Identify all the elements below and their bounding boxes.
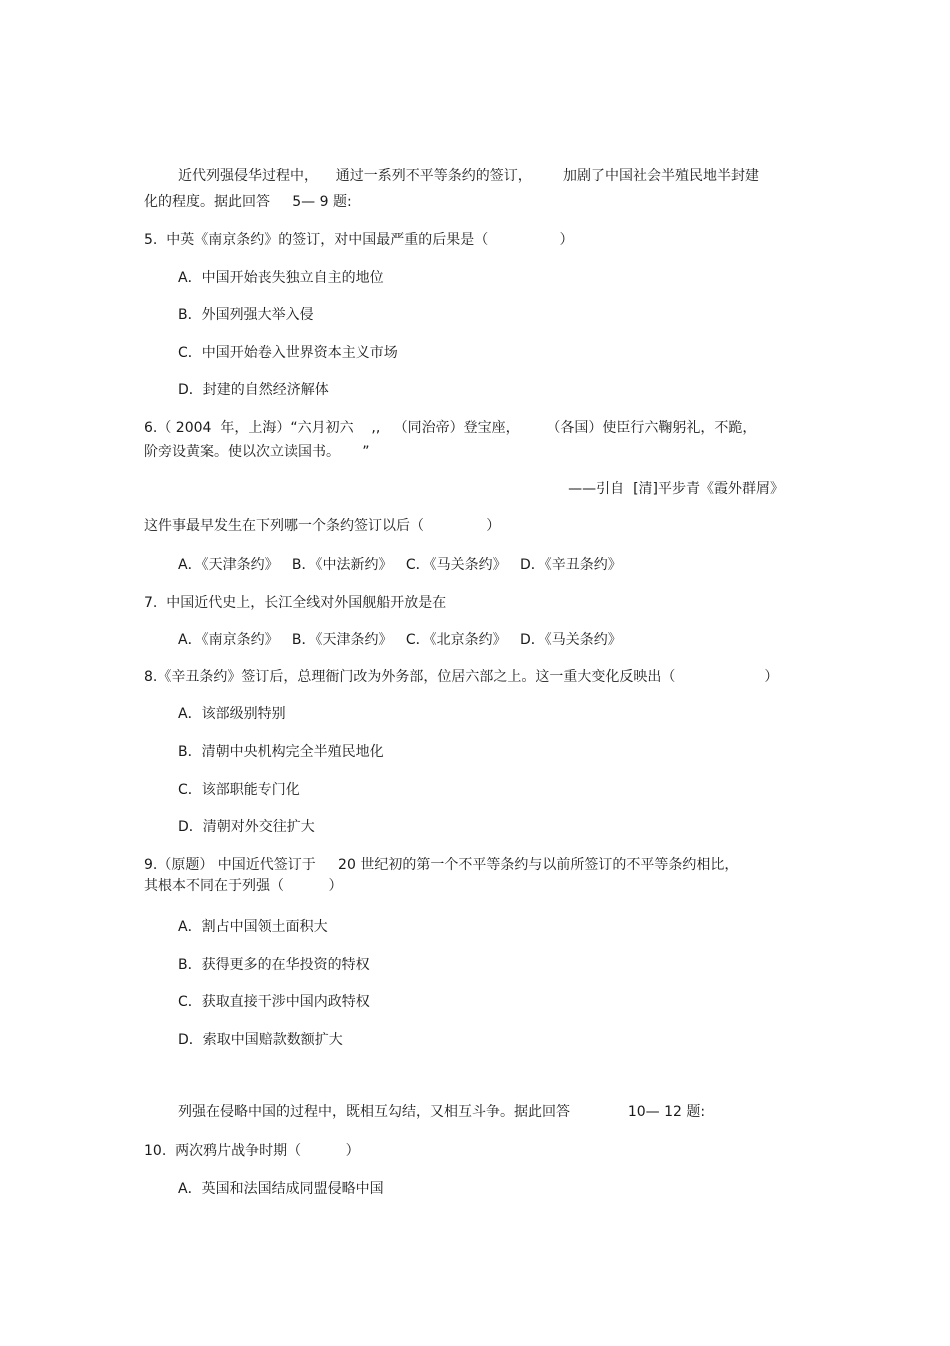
intro-paragraph-2: 列强在侵略中国的过程中，既相互勾结，又相互斗争。据此回答 10— 12 题:: [178, 1104, 706, 1120]
question-9-line-2: 其根本不同在于列强（ ）: [144, 878, 343, 894]
intro-paragraph-line-1: 近代列强侵华过程中， 通过一系列不平等条约的签订， 加剧了中国社会半殖民地半封建: [178, 168, 759, 184]
question-7-options: A．《南京条约》 B．《天津条约》 C．《北京条约》 D．《马关条约》: [178, 632, 622, 648]
question-9-line-1: 9.（原题） 中国近代签订于 20 世纪初的第一个不平等条约与以前所签订的不平等条约相比，: [144, 857, 739, 873]
question-6-line-1: 6.（ 2004 年，上海）“六月初六 ,, （同治帝）登宝座， （各国）使臣行六鞠躬礼，不跪，: [144, 420, 757, 436]
question-9-option-b: B．获得更多的在华投资的特权: [178, 957, 370, 973]
question-5-option-d: D．封建的自然经济解体: [178, 382, 329, 398]
intro-paragraph-line-2: 化的程度。据此回答 5— 9 题:: [144, 194, 352, 210]
question-5-option-c: C．中国开始卷入世界资本主义市场: [178, 345, 398, 361]
question-5-stem: 5. 中英《南京条约》的签订，对中国最严重的后果是（ ）: [144, 232, 574, 248]
question-6-citation: ——引自 [清]平步青《霞外群屑》: [568, 481, 784, 497]
question-9-option-a: A．割占中国领土面积大: [178, 919, 328, 935]
question-10-stem: 10. 两次鸦片战争时期（ ）: [144, 1143, 360, 1159]
question-8-option-c: C．该部职能专门化: [178, 782, 300, 798]
question-8-option-b: B．清朝中央机构完全半殖民地化: [178, 744, 384, 760]
question-10-option-a: A．英国和法国结成同盟侵略中国: [178, 1181, 384, 1197]
question-7-stem: 7. 中国近代史上，长江全线对外国舰船开放是在: [144, 595, 447, 611]
question-9-option-d: D．索取中国赔款数额扩大: [178, 1032, 343, 1048]
question-8-option-d: D．清朝对外交往扩大: [178, 819, 315, 835]
question-8-option-a: A．该部级别特别: [178, 706, 286, 722]
question-6-options: A．《天津条约》 B．《中法新约》 C．《马关条约》 D．《辛丑条约》: [178, 557, 622, 573]
question-5-option-a: A．中国开始丧失独立自主的地位: [178, 270, 384, 286]
question-5-option-b: B．外国列强大举入侵: [178, 307, 314, 323]
question-8-stem: 8.《辛丑条约》签订后，总理衙门改为外务部，位居六部之上。这一重大变化反映出（ ）: [144, 669, 779, 685]
question-6-question: 这件事最早发生在下列哪一个条约签订以后（ ）: [144, 518, 501, 534]
question-9-option-c: C．获取直接干涉中国内政特权: [178, 994, 370, 1010]
question-6-line-2: 阶旁设黄案。使以次立读国书。 ”: [144, 444, 370, 460]
